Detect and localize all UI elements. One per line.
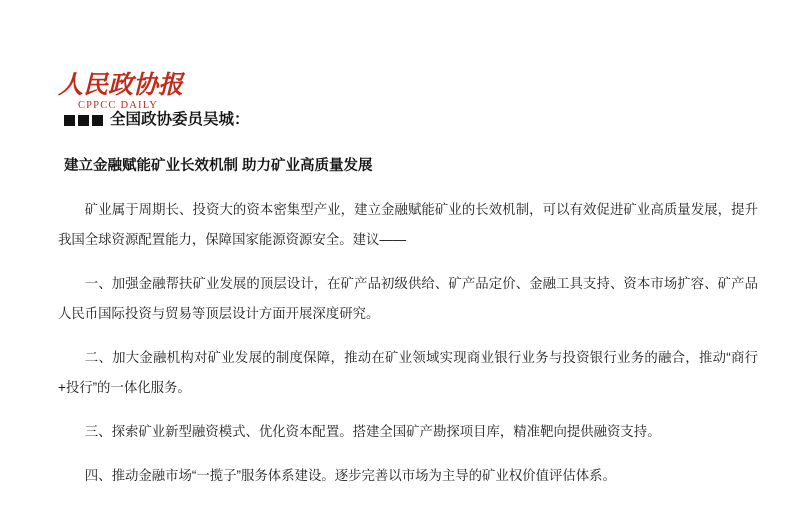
masthead-chinese-title: 人民政协报 bbox=[58, 72, 184, 99]
article-byline bbox=[64, 110, 758, 130]
article-paragraph-4: 三、探索矿业新型融资模式、优化资本配置。搭建全国矿产勘探项目库，精准靶向提供融资支持。 bbox=[84, 424, 661, 439]
article-paragraph-3: 二、加大金融机构对矿业发展的制度保障，推动在矿业领域实现商业银行业务与投资银行业务的融合，推动“商行+投行”的一体化服务。 bbox=[58, 350, 758, 395]
newspaper-masthead bbox=[58, 72, 184, 111]
masthead-english-title: CPPCC DAILY bbox=[77, 100, 159, 111]
article-paragraph-2: 一、加强金融帮扶矿业发展的顶层设计，在矿产品初级供给、矿产品定价、金融工具支持、资本市场扩容、矿产品人民币国际投资与贸易等顶层设计方面开展深度研究。 bbox=[58, 276, 758, 321]
bullet-squares-icon bbox=[64, 115, 103, 126]
article-paragraph-5: 四、推动金融市场“一揽子”服务体系建设。逐步完善以市场为主导的矿业权价值评估体系。 bbox=[84, 468, 616, 483]
article-paragraph-1: 矿业属于周期长、投资大的资本密集型产业，建立金融赋能矿业的长效机制，可以有效促进矿业高质量发展，提升我国全球资源配置能力，保障国家能源资源安全。建议—— bbox=[58, 202, 758, 247]
article-headline: 建立金融赋能矿业长效机制 助力矿业高质量发展 bbox=[64, 158, 373, 174]
byline-text: 全国政协委员吴城： bbox=[110, 111, 250, 128]
article-content bbox=[58, 110, 758, 491]
